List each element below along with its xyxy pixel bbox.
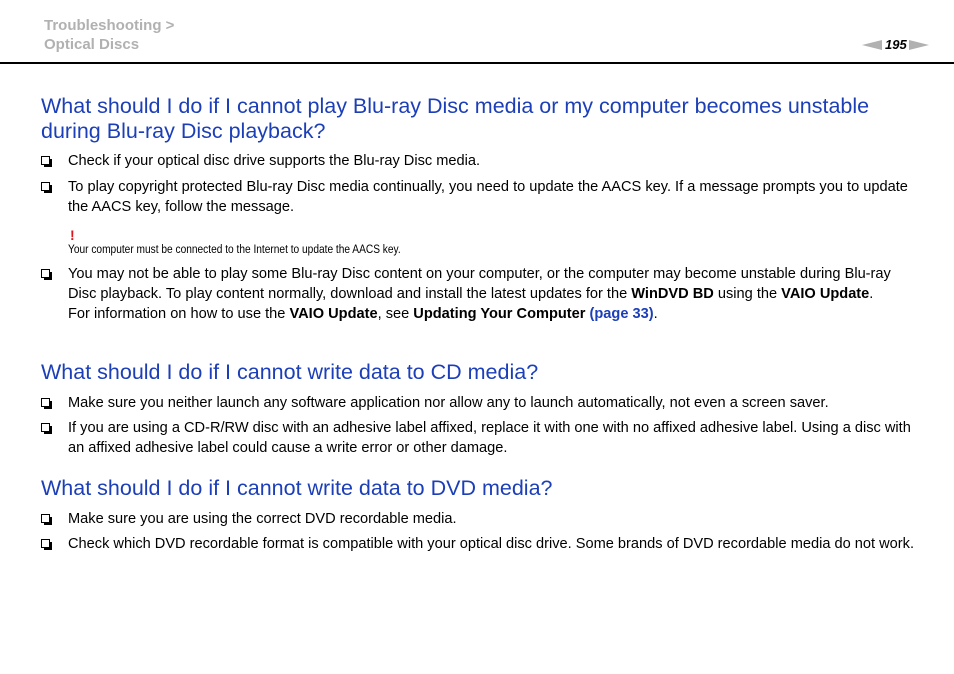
text-run: using the [713,286,782,302]
list-item-text: Check which DVD recordable format is compatible with your optical disc drive. Some brands of DVD recordable media do not work. [68,536,914,552]
breadcrumb-troubleshooting[interactable]: Troubleshooting > [44,17,175,34]
list-item [40,151,920,171]
list-item-text: Check if your optical disc drive supports the Blu-ray Disc media. [68,153,481,169]
list-item-text: Make sure you neither launch any software application nor allow any to launch automatically, not even a screen saver. [68,395,829,411]
page-header [0,0,954,64]
next-page-arrow-icon[interactable] [909,40,929,50]
heading-cd-write: What should I do if I cannot write data to CD media? [41,360,539,384]
page-number: 195 [885,37,907,52]
list-item [40,534,920,554]
breadcrumb-optical-discs[interactable]: Optical Discs [44,36,140,53]
windvd-bd-term: WinDVD BD [631,286,714,302]
list-item [40,418,920,458]
checkbox-bullet-icon [41,514,50,523]
text-run: For information on how to use the [68,306,290,322]
page-navigator [862,37,929,53]
heading-line-1: What should I do if I cannot play Blu-ray Disc media or my computer becomes unstable [41,94,870,118]
text-run: . [653,306,658,322]
checkbox-bullet-icon [41,269,50,278]
list-item [40,393,920,413]
list-item [40,509,920,529]
header-divider [0,62,954,64]
checkbox-bullet-icon [41,156,50,165]
checkbox-bullet-icon [41,398,50,407]
checkbox-bullet-icon [41,539,50,548]
heading-dvd-write: What should I do if I cannot write data to DVD media? [41,476,553,500]
text-run: You may not be able to play some Blu-ray Disc content on your computer, or the computer may become unstable during Blu-ray Disc playback. To play content normally, download and install the latest updates for the [68,266,891,302]
updating-your-computer-term: Updating Your Computer [413,306,586,322]
vaio-update-term: VAIO Update [289,306,378,322]
heading-bluray-playback [41,94,921,144]
checkbox-bullet-icon [41,423,50,432]
page-33-link[interactable]: (page 33) [589,306,654,322]
vaio-update-term: VAIO Update [781,286,870,302]
text-run: , see [377,306,414,322]
note-exclamation-icon: ! [70,227,75,243]
previous-page-arrow-icon[interactable] [862,40,882,50]
list-item-text: If you are using a CD-R/RW disc with an adhesive label affixed, replace it with one with no affixed adhesive label. Using a disc with an affixed adhesive label could cause a write error or other damage. [68,420,911,456]
note-text: Your computer must be connected to the Internet to update the AACS key. [68,242,401,256]
text-run: . [869,286,874,302]
list-item-text: Make sure you are using the correct DVD recordable media. [68,511,457,527]
list-item-text [68,264,920,324]
list-item [40,177,920,217]
checkbox-bullet-icon [41,182,50,191]
heading-line-2: during Blu-ray Disc playback? [41,119,326,143]
list-item [40,264,920,324]
list-item-text: To play copyright protected Blu-ray Disc media continually, you need to update the AACS key. If a message prompts you to update the AACS key, follow the message. [68,179,908,215]
